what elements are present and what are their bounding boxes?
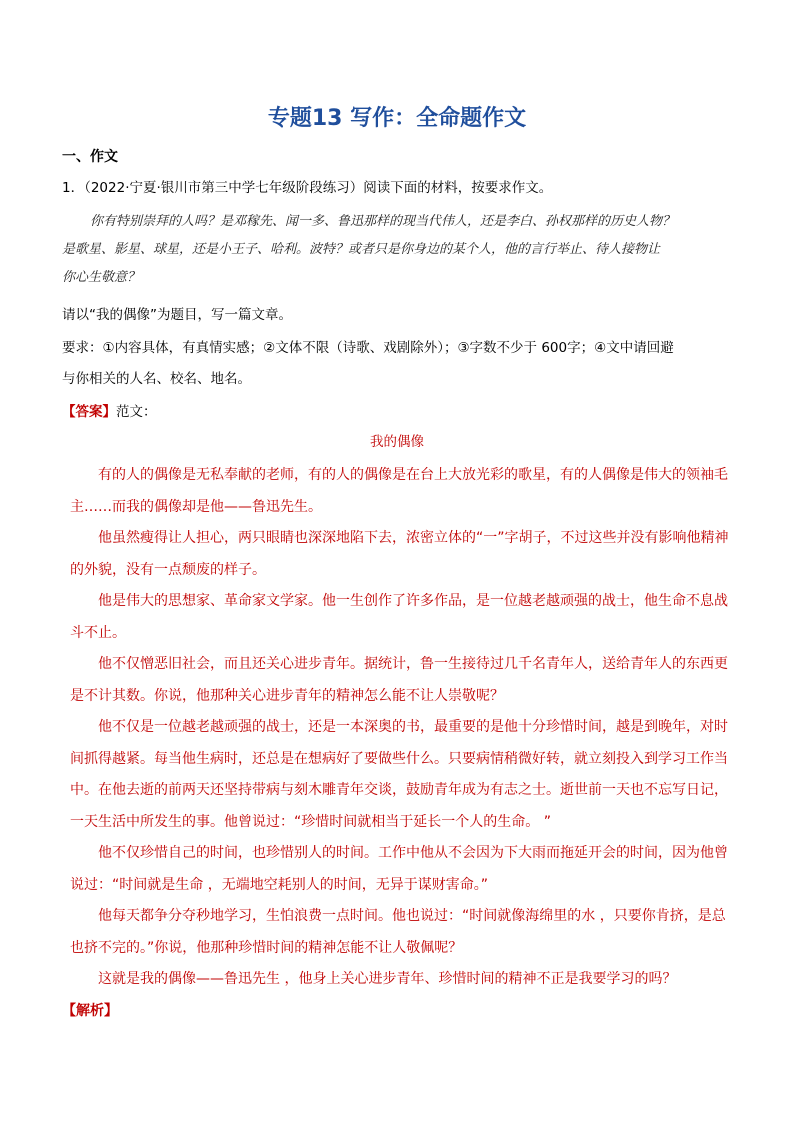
essay-paragraph: 他不仅珍惜自己的时间，也珍惜别人的时间。工作中他从不会因为下大雨而拖延开会的时间，因为他曾说过：“时间就是生命 ，无端地空耗别人的时间，无异于谋财害命。” <box>70 845 728 893</box>
answer-bracket: 【答案】 <box>62 404 116 420</box>
essay-paragraph: 他不仅是一位越老越顽强的战士，还是一本深奥的书，最重要的是他十分珍惜时间，越是到晚年，对时间抓得越紧。每当他生病时，还总是在想病好了要做些什么。只要病情稍微好转，就立刻投入到学习工作当中。在他去逝的前两天还坚持带病与刻木雕青年交谈，鼓励青年成为有志之士。逝世前一天也不忘写日记，一天生活中所发生的事。他曾说过：“珍惜时间就相当于延长一个人的生命。 ” <box>70 719 728 830</box>
analysis-label: 【解析】 <box>62 1003 118 1019</box>
essay-title: 我的偶像 <box>370 434 424 450</box>
material-line: 你心生敬意？ <box>62 270 141 285</box>
essay-paragraph: 他不仅憎恶旧社会，而且还关心进步青年。据统计，鲁一生接待过几千名青年人，送给青年人的东西更是不计其数。你说，他那种关心进步青年的精神怎么能不让人崇敬呢？ <box>70 656 728 704</box>
question-line: 1．（2022·宁夏·银川市第三中学七年级阶段练习）阅读下面的材料，按要求作文。 <box>62 180 553 196</box>
prompt-line: 请以“我的偶像”为题目，写一篇文章。 <box>62 307 292 323</box>
essay-body <box>70 460 730 996</box>
material-text <box>62 208 742 292</box>
essay-paragraph: 这就是我的偶像——鲁迅先生 ，他身上关心进步青年、珍惜时间的精神不正是我要学习的吗？ <box>98 971 677 987</box>
essay-paragraph: 他虽然瘦得让人担心，两只眼睛也深深地陷下去，浓密立体的“一”字胡子，不过这些并没有影响他精神的外貌，没有一点颓废的样子。 <box>70 530 729 578</box>
material-line: 是歌星、影星、球星，还是小王子、哈利。波特？或者只是你身边的某个人，他的言行举止、待人接物让 <box>62 242 661 257</box>
material-line: 你有特别崇拜的人吗？是邓稼先、闻一多、鲁迅那样的现当代伟人，还是李白、孙权那样的历史人物？ <box>90 214 676 229</box>
requirements-line: 与你相关的人名、校名、地名。 <box>62 371 251 387</box>
essay-paragraph: 他每天都争分夺秒地学习，生怕浪费一点时间。他也说过：“时间就像海绵里的水 ，只要你肯挤，是总也挤不完的。”你说，他那种珍惜时间的精神怎能不让人敬佩呢？ <box>70 908 726 956</box>
requirements-line: 要求：①内容具体，有真情实感；②文体不限（诗歌、戏剧除外）；③字数不少于 600字；④文中请回避 <box>62 340 674 356</box>
section-heading: 一、作文 <box>62 149 118 165</box>
page-title: 专题13 写作：全命题作文 <box>267 106 527 131</box>
essay-paragraph: 他是伟大的思想家、革命家文学家。他一生创作了许多作品，是一位越老越顽强的战士，他生命不息战斗不止。 <box>70 593 728 641</box>
essay-paragraph: 有的人的偶像是无私奉献的老师，有的人的偶像是在台上大放光彩的歌星，有的人偶像是伟大的领袖毛主……而我的偶像却是他——鲁迅先生。 <box>70 467 728 515</box>
answer-label <box>62 400 157 420</box>
answer-text: 范文： <box>116 404 157 420</box>
